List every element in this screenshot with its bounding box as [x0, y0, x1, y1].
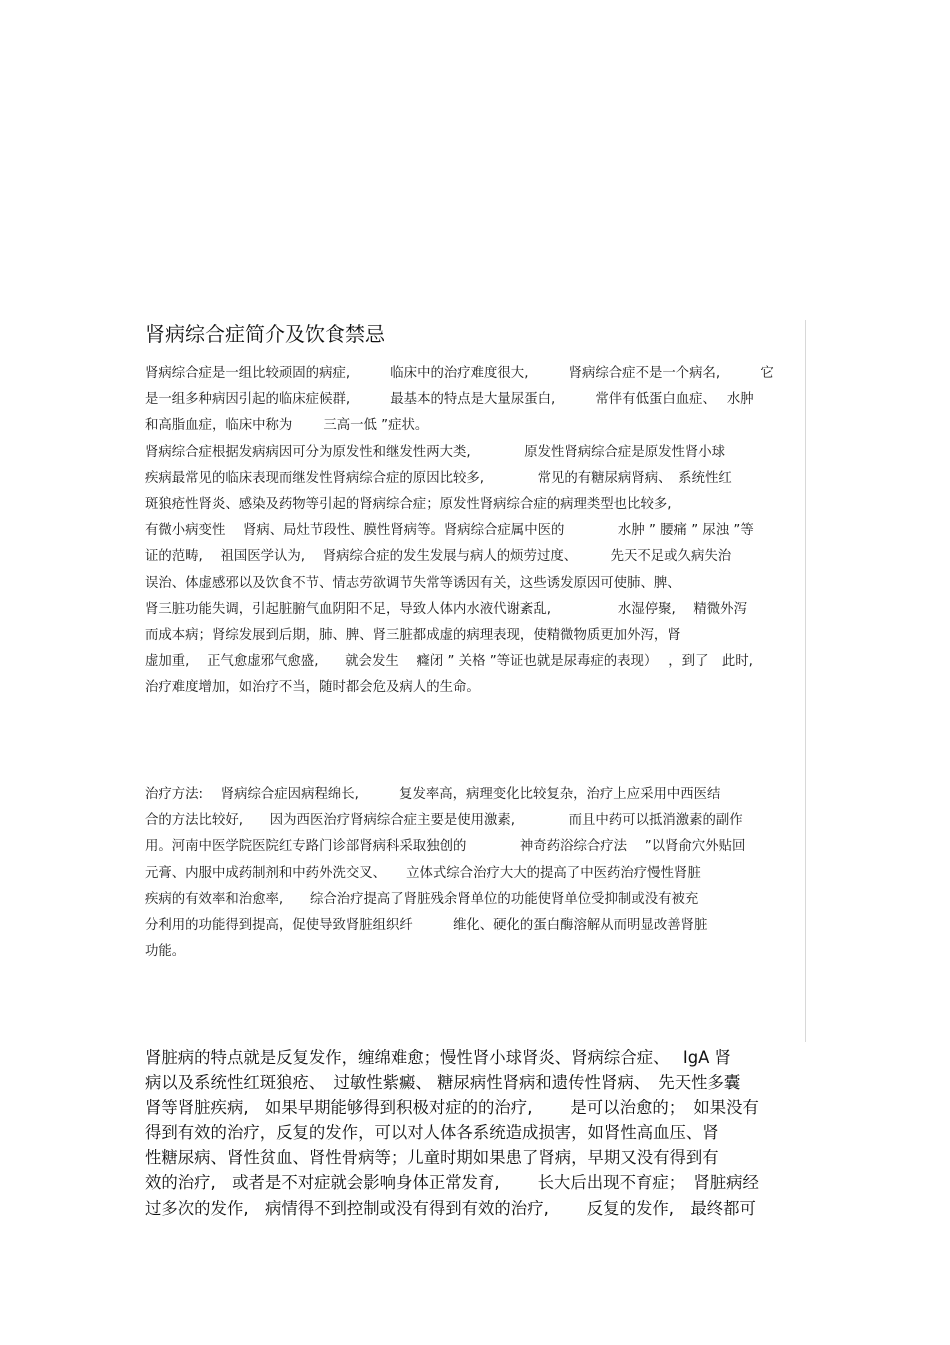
treatment-line: 功能。: [145, 944, 186, 960]
treatment-section: [145, 782, 805, 965]
feature-line: 效的治疗, 或者是不对症就会影响身体正常发育, 长大后出现不育症； 肾脏病经: [145, 1173, 759, 1193]
feature-line: 肾脏病的特点就是反复发作，缠绵难愈；慢性肾小球肾炎、肾病综合症、 IgA 肾: [145, 1048, 731, 1067]
intro-line: 肾病综合症是一组比较顽固的病症, 临床中的治疗难度很大, 肾病综合症不是一个病名, 它: [145, 366, 774, 381]
intro-line: 而成本病；肾综发展到后期，肺、脾、肾三脏都成虚的病理表现，使精微物质更加外泻，肾: [145, 627, 681, 643]
treatment-line: 用。河南中医学院医院红专路门诊部肾病科采取独创的 神奇药浴综合疗法 ”以肾俞穴外贴回: [145, 839, 746, 855]
intro-line: 虚加重, 正气愈虚邪气愈盛, 就会发生 癃闭 ” 关格 ”等证也就是尿毒症的表现） ，到了 此时,: [145, 654, 753, 670]
feature-line: 病以及系统性红斑狼疮、 过敏性紫癜、 糖尿病性肾病和遗传性肾病、 先天性多囊: [145, 1073, 741, 1093]
intro-line: 误治、体虚感邪以及饮食不节、情志劳欲调节失常等诱因有关，这些诱发原因可使肺、脾、: [145, 575, 681, 591]
intro-section: [145, 361, 805, 701]
kidney-disease-features-section: [145, 1045, 805, 1221]
intro-line: 治疗难度增加，如治疗不当，随时都会危及病人的生命。: [145, 680, 480, 696]
page-edge-divider: [805, 320, 806, 1042]
intro-line: 疾病最常见的临床表现而继发性肾病综合症的原因比较多, 常见的有糖尿病肾病、 系统性红: [145, 470, 732, 486]
treatment-line: 合的方法比较好, 因为西医治疗肾病综合症主要是使用激素, 而且中药可以抵消激素的副作: [145, 813, 743, 829]
feature-line: 肾等肾脏疾病, 如果早期能够得到积极对症的的治疗, 是可以治愈的； 如果没有: [145, 1098, 759, 1118]
feature-line: 性糖尿病、肾性贫血、肾性骨病等；儿童时期如果患了肾病，早期又没有得到有: [145, 1148, 719, 1168]
intro-line: 证的范畴, 祖国医学认为, 肾病综合症的发生发展与病人的烦劳过度、 先天不足或久病失治: [145, 549, 732, 565]
intro-line: 是一组多种病因引起的临床症候群, 最基本的特点是大量尿蛋白, 常伴有低蛋白血症、 水肿: [145, 392, 754, 408]
document-title: 肾病综合症简介及饮食禁忌: [145, 322, 385, 346]
intro-line: 斑狼疮性肾炎、感染及药物等引起的肾病综合症；原发性肾病综合症的病理类型也比较多,: [145, 496, 672, 512]
intro-line: 有微小病变性 肾病、局灶节段性、膜性肾病等。肾病综合症属中医的 水肿 ” 腰痛 ” 尿浊 ”等: [145, 523, 754, 539]
treatment-line: 元膏、内服中成药制剂和中药外洗交叉、 立体式综合治疗大大的提高了中医药治疗慢性肾脏: [145, 865, 701, 881]
feature-line: 得到有效的治疗，反复的发作，可以对人体各系统造成损害，如肾性高血压、肾: [145, 1123, 719, 1143]
feature-line: 过多次的发作, 病情得不到控制或没有得到有效的治疗, 反复的发作, 最终都可: [145, 1198, 756, 1218]
intro-line: 肾三脏功能失调，引起脏腑气血阴阳不足，导致人体内水液代谢紊乱, 水湿停聚, 精微外泻: [145, 601, 747, 617]
treatment-line: 疾病的有效率和治愈率, 综合治疗提高了肾脏残余肾单位的功能使肾单位受抑制或没有被充: [145, 891, 699, 907]
treatment-line: 治疗方法: 肾病综合症因病程绵长, 复发率高，病理变化比较复杂，治疗上应采用中西医结: [145, 787, 721, 802]
treatment-line: 分利用的功能得到提高，促使导致肾脏组织纤 维化、硬化的蛋白酶溶解从而明显改善肾脏: [145, 917, 708, 933]
intro-line: 和高脂血症，临床中称为 三高一低 ”症状。: [145, 418, 429, 434]
intro-line: 肾病综合症根据发病病因可分为原发性和继发性两大类, 原发性肾病综合症是原发性肾小球: [145, 444, 726, 460]
